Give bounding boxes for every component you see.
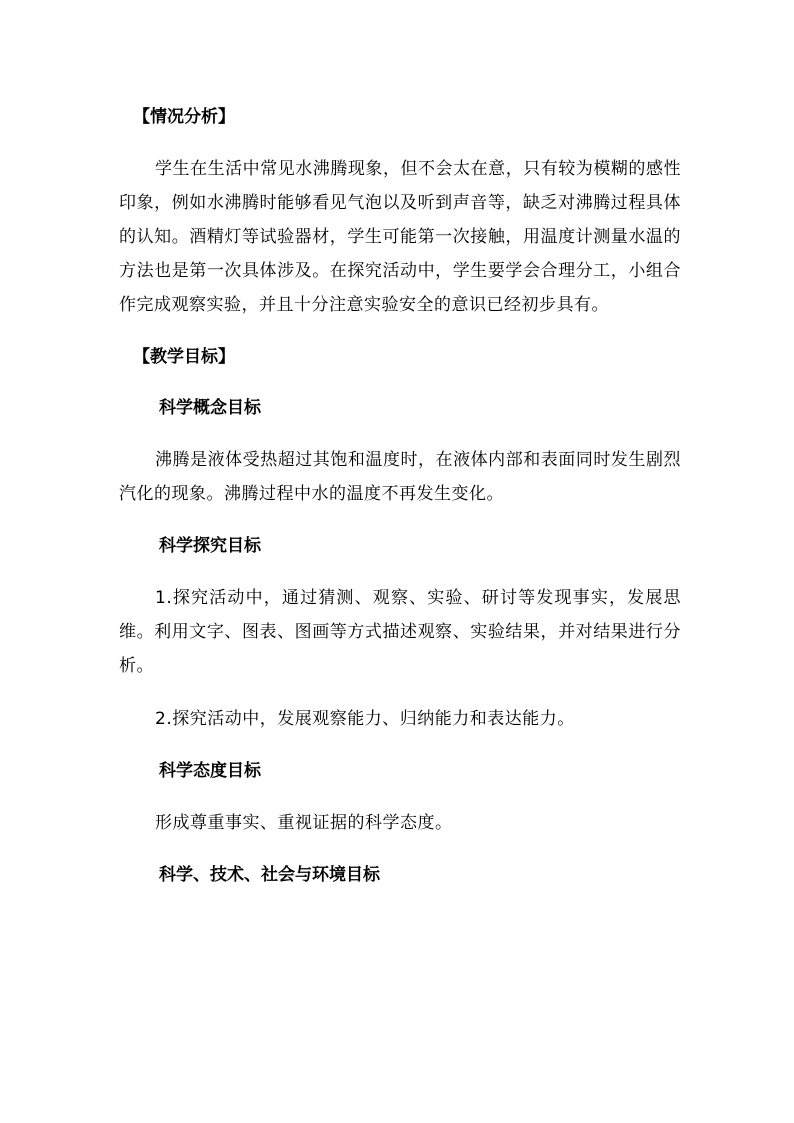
science-concept-goal-text: 沸腾是液体受热超过其饱和温度时，在液体内部和表面同时发生剧烈汽化的现象。沸腾过程中水的温度不再发生变化。 [119,450,681,504]
science-attitude-goal-title: 科学态度目标 [159,761,261,781]
science-inquiry-goal-item-2: 2.探究活动中，发展观察能力、归纳能力和表达能力。 [155,709,575,729]
situation-analysis-heading: 【情况分析】 [133,107,235,127]
teaching-goals-heading: 【教学目标】 [133,347,235,367]
science-inquiry-goal-title: 科学探究目标 [159,536,261,556]
stse-goal-title: 科学、技术、社会与环境目标 [159,865,380,885]
situation-analysis-paragraph: 学生在生活中常见水沸腾现象，但不会太在意，只有较为模糊的感性印象，例如水沸腾时能够看见气泡以及听到声音等，缺乏对沸腾过程具体的认知。酒精灯等试验器材，学生可能第一次接触，用温度计测量水温的方法也是第一次具体涉及。在探究活动中，学生要学会合理分工，小组合作完成观察实验，并且十分注意实验安全的意识已经初步具有。 [119,159,681,315]
science-concept-goal-title: 科学概念目标 [159,398,261,418]
science-inquiry-goal-item-1: 1.探究活动中，通过猜测、观察、实验、研讨等发现事实，发展思维。利用文字、图表、图画等方式描述观察、实验结果，并对结果进行分析。 [119,588,681,676]
document-content [119,101,681,910]
science-attitude-goal-text: 形成尊重事实、重视证据的科学态度。 [155,813,453,833]
